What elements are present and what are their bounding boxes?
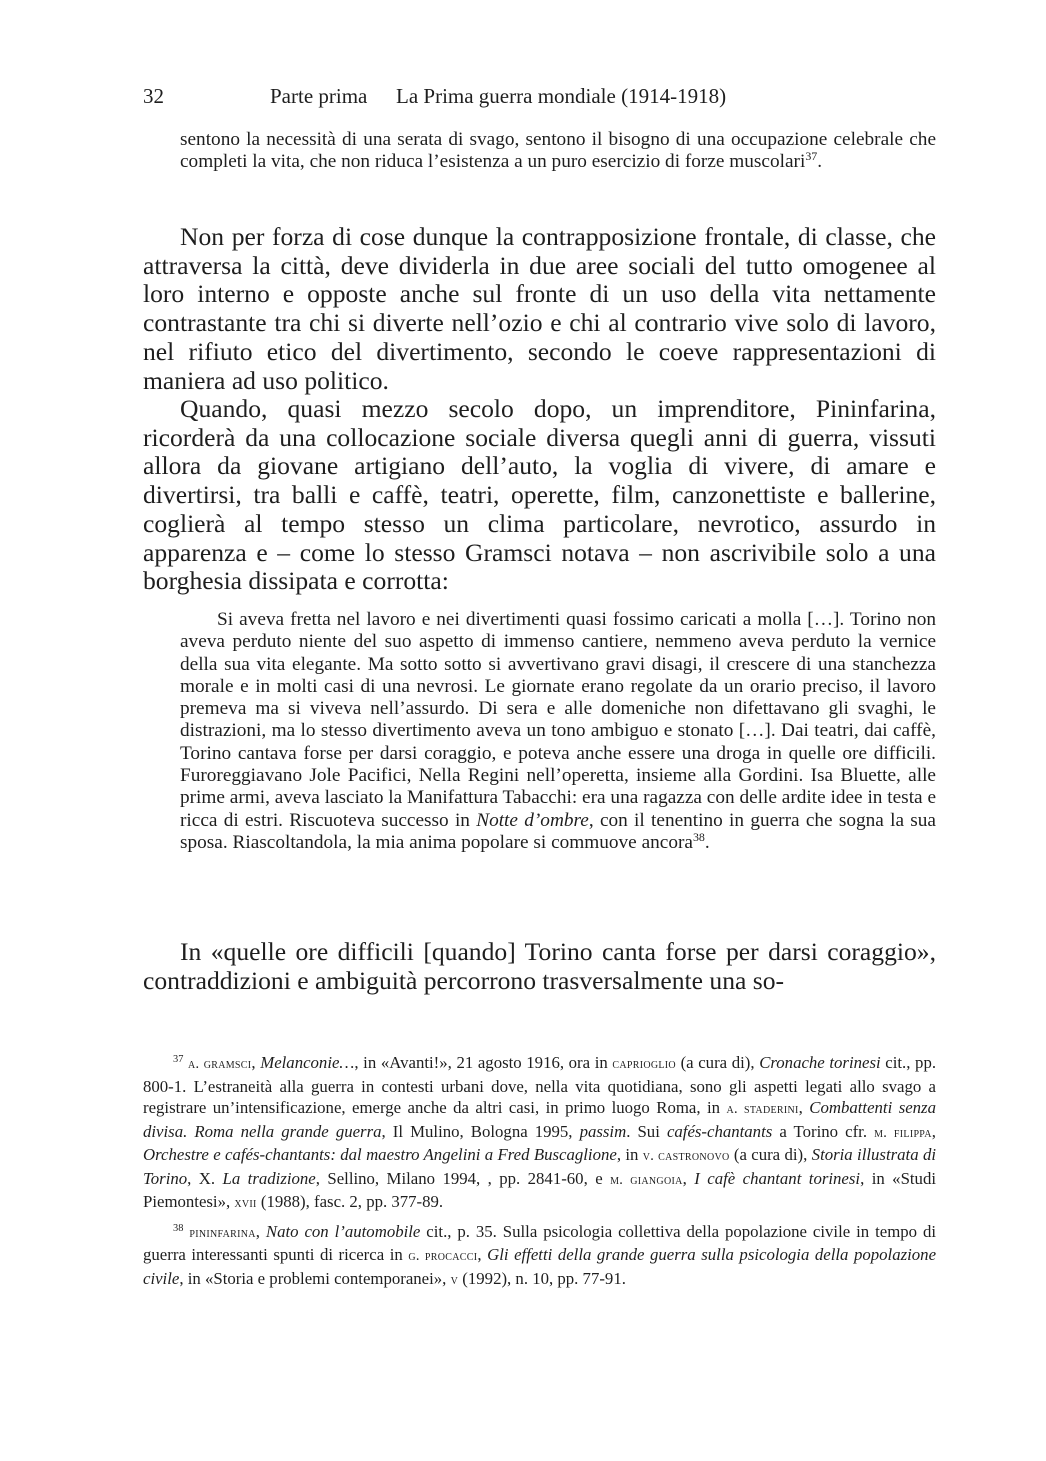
footnote-text: a Torino cfr. [772,1121,875,1141]
footnote-text: , [477,1245,488,1264]
running-header [143,84,936,114]
work-title: Storia illustrata di Torino [143,1145,936,1188]
work-title: La tradizione [222,1168,316,1188]
footnote-text: . Sui [626,1121,667,1141]
work-title: cafés-chantants [666,1121,773,1141]
author-name: xvii [234,1195,257,1211]
quote-end: . [817,151,823,173]
work-title: Gli effetti della grande guerra sulla psicologia della popolazione civile [143,1245,937,1288]
author-name: caprioglio [612,1056,676,1072]
footnote-ref-38[interactable]: 38 [692,829,705,844]
body-paragraph-3: In «quelle ore difficili [quando] Torino canta forse per darsi coraggio», contraddizioni e ambiguità percorrono trasversalmente una so- [143,937,936,995]
footnote-number: 38 [173,1222,184,1234]
footnote-text: , [798,1098,810,1117]
footnote-text: , Sellino, Milano 1994, , pp. 2841-60, e [315,1168,611,1188]
work-title: Combattenti senza divisa. Roma nella grande guerra [143,1098,936,1141]
footnote-text: , [931,1121,936,1141]
block-quote-continued [180,129,936,174]
body-paragraph-2: Quando, quasi mezzo secolo dopo, un imprenditore, Pininfarina, ricorderà da una collocazione sociale diversa quegli anni di guerra, vissuti allora da giovane artigiano dell’auto, la voglia di vivere, di amare e divertirsi, tra balli e caffè, teatri, operette, film, canzonettiste e ballerine, coglierà al tempo stesso un clima particolare, nevrotico, assurdo in apparenza e – come lo stesso Gramsci notava – non ascrivibile solo a una borghesia dissipata e corrotta: [143,394,936,596]
author-name: g. procacci [408,1248,478,1264]
work-title: Orchestre e cafés-chantants: dal maestro Angelini a Fred Buscaglione [143,1145,617,1164]
footnote-number: 37 [173,1053,184,1065]
author-name: a. staderini [726,1101,799,1117]
work-title: passim [579,1121,627,1141]
footnotes [143,1052,936,1297]
footnote-text: cit., pp. 800-1. L’estraneità alla guerra in contesti urbani dove, nella vita quotidiana, sono gli aspetti legati allo svago a registrare un’intensificazione, emerge anche da altri casi, in primo luogo Roma, in [143,1053,937,1117]
quote-end: . [704,831,710,853]
footnote-text: , in [616,1145,643,1164]
chapter-title: La Prima guerra mondiale (1914-1918) [396,84,727,108]
footnote-text: cit., p. 35. Sulla psicologia collettiva della popolazione civile in tempo di guerra interessanti spunti di ricerca in [143,1221,937,1264]
footnote-text: , in «Studi Piemontesi», [143,1168,937,1211]
part-label: Parte prima [270,84,368,108]
footnote-37 [143,1052,936,1215]
footnote-text: , [251,1053,261,1072]
footnote-ref-37[interactable]: 37 [805,149,818,164]
footnote-text: (a cura di), [729,1145,812,1164]
quote-text: sentono la necessità di una serata di svago, sentono il bisogno di una occupazione celebrale che completi la vita, che non riduca l’esistenza a un puro esercizio di forze muscolari [180,129,936,173]
work-title: Cronache torinesi [759,1053,881,1072]
footnote-text: , [682,1168,695,1188]
footnote-text: (1988), fasc. 2, pp. 377-89. [256,1192,444,1211]
footnote-text: (1992), n. 10, pp. 77-91. [458,1268,626,1288]
quote-work-title: Notte d’ombre [476,809,589,831]
body-paragraph-1: Non per forza di cose dunque la contrapposizione frontale, di classe, che attraversa la città, deve dividerla in due aree sociali del tutto omogenee al loro interno e opposte anche sul fronte di un uso della vita nettamente contrastante tra chi si diverte nell’ozio e chi al contrario vive solo di lavoro, nel rifiuto etico del divertimento, secondo le coeve rappresentazioni di maniera ad uso politico. [143,222,936,395]
footnote-text: , Il Mulino, Bologna 1995, [381,1121,580,1141]
footnote-text: , [255,1221,266,1241]
author-name: m. filippa [874,1124,932,1141]
author-name: v. castronovo [642,1148,730,1164]
author-name: v [450,1271,459,1288]
author-name: a. gramsci [188,1056,252,1072]
block-quote-pininfarina [180,609,936,854]
work-title: I cafè chantant torinesi [694,1168,861,1188]
footnote-text: (a cura di), [675,1053,760,1072]
author-name: m. giangoia [610,1171,683,1188]
footnote-38 [143,1221,936,1292]
work-title: Nato con l’automobile [265,1221,421,1241]
footnote-text: , in «Storia e problemi contemporanei», [179,1268,451,1288]
footnote-text: , in «Avanti!», 21 agosto 1916, ora in [354,1053,613,1072]
footnote-text: , X. [187,1168,223,1188]
quote-text-b: , con il tenentino in guerra che sogna la sua sposa. Riascoltandola, la mia anima popolare si commuove ancora [180,809,936,853]
page-number: 32 [143,84,164,108]
quote-text-a: Si aveva fretta nel lavoro e nei divertimenti quasi fossimo caricati a molla […]. Torino non aveva perduto niente del suo aspetto di immenso cantiere, nemmeno aveva perduto la vernice della sua vita elegante. Ma sotto sotto si avvertivano gravi disagi, il crescere di una stanchezza morale e in molti casi di una nevrosi. Le giornate erano regolate da un orario preciso, il lavoro premeva ma si viveva nell’assurdo. Di sera e alle domeniche non difettavano gli svaghi, le distrazioni, ma lo stesso divertimento aveva un tono ambiguo e stonato […]. Dai teatri, dai caffè, Torino cantava forse per darsi coraggio, e poteva anche essere una droga in quelle ore difficili. Furoreggiavano Jole Pacifici, Nella Regini nell’operetta, insieme alla Gordini. Isa Bluette, alle prime armi, aveva lasciato la Manifattura Tabacchi: era una ragazza con delle ardite idee in testa e ricca di estri. Riscuoteva successo in [180,609,936,831]
work-title: Melanconie… [260,1053,355,1072]
author-name: pininfarina [189,1224,256,1241]
